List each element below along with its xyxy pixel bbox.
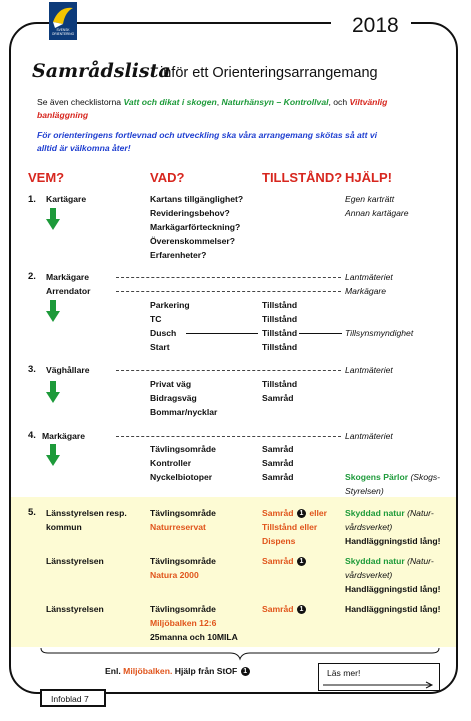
checklist-link-naturhansyn[interactable]: Naturhänsyn – Kontrollval [221,97,329,107]
s5-help-paren: (Natur- [407,508,434,518]
skyddad-natur-link[interactable]: Skyddad natur [345,508,405,518]
s4-perm-1: Samråd [262,444,294,454]
arrow-right-icon [323,681,435,689]
page-title: Samrådslista [32,60,171,82]
s5-perm-samrad: Samråd [262,508,294,518]
footer-note [105,666,251,676]
s5-perm-3: Dispens [262,536,296,546]
checklist-link-banlaggning[interactable]: banläggning [37,110,89,120]
s5-who-1: Länsstyrelsen resp. [46,508,127,518]
s5-help-3: Handläggningstid lång! [345,536,441,546]
infoblad-label: Infoblad 7 [51,694,89,704]
s1-what-5: Erfarenheter? [150,250,207,260]
goal-line-2: alltid är välkomna åter! [37,143,131,153]
stof-info-icon: 1 [297,605,306,614]
section-2-number: 2. [28,271,36,282]
s2-perm-3: Tillstånd [262,328,298,338]
s1-what-4: Överenskommelser? [150,236,236,246]
s1-what-2: Revideringsbehov? [150,208,230,218]
dashed-leader [116,370,341,371]
footer-help: Hjälp från StOF [174,666,238,676]
arrow-down-icon [46,444,60,466]
section-3-number: 3. [28,364,36,375]
s6-what-2: Natura 2000 [150,570,199,580]
s5-perm-2: Tillstånd eller [262,522,318,532]
arrow-down-icon [46,300,60,322]
miljobalken-link[interactable]: Miljöbalken. [123,666,173,676]
s2-perm-4: Tillstånd [262,342,298,352]
s5-who-2: kommun [46,522,82,532]
s4-help-2-paren: (Skogs- [410,472,441,482]
s6-help-1 [345,556,434,566]
goal-line-1: För orienteringens fortlevnad och utveckling ska våra arrangemang skötas så att vi [37,130,378,140]
intro-line-1 [37,97,437,107]
dashed-leader [116,277,341,278]
section-1-who: Kartägare [46,194,87,204]
s2-what-1: Parkering [150,300,190,310]
las-mer-button[interactable] [318,663,440,691]
arrow-down-icon [46,208,60,230]
stof-info-icon: 1 [297,557,306,566]
s4-help-3: Styrelsen) [345,486,384,496]
s5-help-2: vårdsverket) [345,522,393,532]
s1-help-2: Annan kartägare [345,208,409,218]
s2-help-2: Markägare [345,286,387,296]
s5-perm-eller: eller [309,508,327,518]
skogens-parlor-link[interactable]: Skogens Pärlor [345,472,409,482]
s2-help-1: Lantmäteriet [345,272,393,282]
s3-what-3: Bommar/nycklar [150,407,218,417]
s6-who: Länsstyrelsen [46,556,104,566]
s3-perm-1: Tillstånd [262,379,298,389]
col-header-hjalp: HJÄLP! [345,170,392,185]
s2-what-3: Dusch [150,328,177,338]
col-header-vem: VEM? [28,170,65,185]
s4-help-2 [345,472,440,482]
dashed-leader [116,436,341,437]
s6-perm-samrad: Samråd [262,556,294,566]
s4-perm-3: Samråd [262,472,294,482]
s3-what-2: Bidragsväg [150,393,197,403]
dashed-leader [116,291,341,292]
s7-perm [262,604,307,614]
s6-perm [262,556,307,566]
intro-and: , och [328,97,348,107]
s1-help-1: Egen karträtt [345,194,395,204]
s4-what-1: Tävlingsområde [150,444,216,454]
page-subtitle: inför ett Orienteringsarrangemang [160,65,378,81]
checklist-link-vatt[interactable]: Vatt och dikat i skogen [123,97,217,107]
s7-perm-samrad: Samråd [262,604,294,614]
section-1-number: 1. [28,194,36,205]
s7-what-3: 25manna och 10MILA [150,632,238,642]
section-2-who-1: Markägare [46,272,89,282]
s2-perm-2: Tillstånd [262,314,298,324]
s6-help-paren: (Natur- [407,556,434,566]
section-4-who: Markägare [42,431,85,441]
s6-help-3: Handläggningstid lång! [345,584,441,594]
s7-what-1: Tävlingsområde [150,604,216,614]
s7-help: Handläggningstid lång! [345,604,441,614]
s4-help-1: Lantmäteriet [345,431,393,441]
s4-what-2: Kontroller [150,458,192,468]
s5-what-1: Tävlingsområde [150,508,216,518]
section-2-who-2: Arrendator [46,286,91,296]
connector-line [186,333,258,334]
year: 2018 [352,14,399,37]
s3-perm-2: Samråd [262,393,294,403]
col-header-tillstand: TILLSTÅND? [262,170,343,185]
s2-perm-1: Tillstånd [262,300,298,310]
s3-help-1: Lantmäteriet [345,365,393,375]
checklist-link-viltvanlig[interactable]: Viltvänlig [349,97,388,107]
col-header-vad: VAD? [150,170,185,185]
s2-help-3: Tillsynsmyndighet [345,328,414,338]
logo-text: SVENSK ORIENTERING [51,28,75,36]
s7-who: Länsstyrelsen [46,604,104,614]
stof-info-icon: 1 [241,667,250,676]
intro-sep: , [216,97,220,107]
s6-help-2: vårdsverket) [345,570,393,580]
s6-what-1: Tävlingsområde [150,556,216,566]
s1-what-3: Markägarförteckning? [150,222,241,232]
skyddad-natur-link[interactable]: Skyddad natur [345,556,405,566]
s5-perm-1 [262,508,327,518]
s7-what-2: Miljöbalken 12:6 [150,618,217,628]
arrow-down-icon [46,381,60,403]
s5-help-1 [345,508,434,518]
stof-info-icon: 1 [297,509,306,518]
section-4-number: 4. [28,430,36,441]
infoblad-badge [40,689,106,707]
footer-enl: Enl. [105,666,121,676]
s3-what-1: Privat väg [150,379,192,389]
s2-what-4: Start [150,342,170,352]
s4-perm-2: Samråd [262,458,294,468]
s5-what-2: Naturreservat [150,522,206,532]
svensk-orientering-logo [49,2,77,40]
s1-what-1: Kartans tillgänglighet? [150,194,244,204]
section-5-number: 5. [28,507,36,518]
section-3-who: Väghållare [46,365,90,375]
las-mer-label: Läs mer! [327,668,361,678]
connector-line [299,333,342,334]
s4-what-3: Nyckelbiotoper [150,472,213,482]
intro-text: Se även checklistorna [37,97,122,107]
s2-what-2: TC [150,314,162,324]
